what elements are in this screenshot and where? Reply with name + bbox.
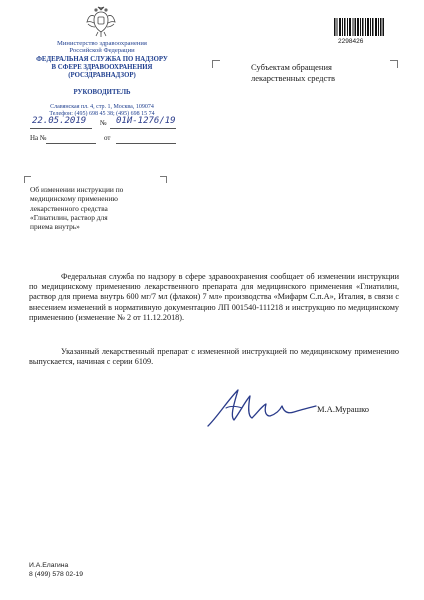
executor-phone: 8 (499) 578 02-19: [29, 570, 84, 578]
executor: [29, 562, 83, 579]
ref-label: На №: [30, 134, 47, 142]
body-paragraph-2: Указанный лекарственный препарат с измененной инструкцией по медицинскому применению выпускается, начиная с серии 6109.: [29, 347, 399, 367]
recipient-line-1: Субъектам обращения: [251, 62, 332, 72]
emblem-icon: [86, 6, 116, 38]
reg-number-label: №: [100, 119, 107, 127]
reg-date-underline: [30, 128, 92, 129]
phone-line: Телефон: (495) 698 45 38; (495) 698 15 74: [49, 111, 155, 117]
head-title: РУКОВОДИТЕЛЬ: [73, 89, 131, 96]
signature-image: [204, 386, 322, 430]
ref-from-label: от: [104, 134, 111, 142]
barcode-number: 2298426: [338, 38, 364, 45]
subject-line-1: Об изменении инструкции по: [30, 185, 124, 194]
signatory-name: М.А.Мурашко: [317, 404, 370, 414]
service-line-3: (РОСЗДРАВНАДЗОР): [68, 72, 136, 79]
reg-number-underline: [110, 128, 176, 129]
ministry-line-1: Министерство здравоохранения: [57, 40, 147, 47]
ministry-line-2: Российской Федерации: [69, 47, 135, 54]
subject: [30, 185, 123, 231]
subject-corner-left: [24, 176, 31, 183]
service-line-2: В СФЕРЕ ЗДРАВООХРАНЕНИЯ: [51, 64, 153, 71]
reg-number: 01И-1276/19: [116, 116, 176, 126]
recipient-line-2: лекарственных средств: [251, 73, 335, 83]
service-line-1: ФЕДЕРАЛЬНАЯ СЛУЖБА ПО НАДЗОРУ: [36, 56, 168, 63]
subject-line-3: лекарственного средства: [30, 203, 108, 213]
executor-name: И.А.Елагина: [29, 562, 69, 569]
body-paragraph-1: Федеральная служба по надзору в сфере здравоохранения сообщает об изменении инструкции по медицинскому применению лекарственного препарата для медицинского применения «Глиатилин, раствор для приема внутрь 600 мг/7 мл (флакон) 7 мл» производства «Мифарм С.п.А», Италия, в связи с внесением изменений в нормативную документацию ЛП 001540-111218 и инструкцию по медицинскому применению (изменение № 2 от 11.12.2018).: [29, 272, 399, 322]
ref-from-underline: [116, 143, 176, 144]
recipient-corner-right: [390, 60, 398, 68]
subject-line-2: медицинскому применению: [30, 194, 118, 204]
ref-underline: [46, 143, 96, 144]
subject-line-4: «Глиатилин, раствор для: [30, 212, 108, 222]
reg-date: 22.05.2019: [32, 116, 87, 126]
address: Славянская пл. 4, стр. 1, Москва, 109074: [50, 104, 154, 110]
subject-line-5: приема внутрь»: [30, 222, 80, 232]
barcode: [334, 18, 384, 36]
subject-corner-right: [160, 176, 167, 183]
recipient-corner-left: [212, 60, 220, 68]
recipient: [251, 62, 335, 84]
